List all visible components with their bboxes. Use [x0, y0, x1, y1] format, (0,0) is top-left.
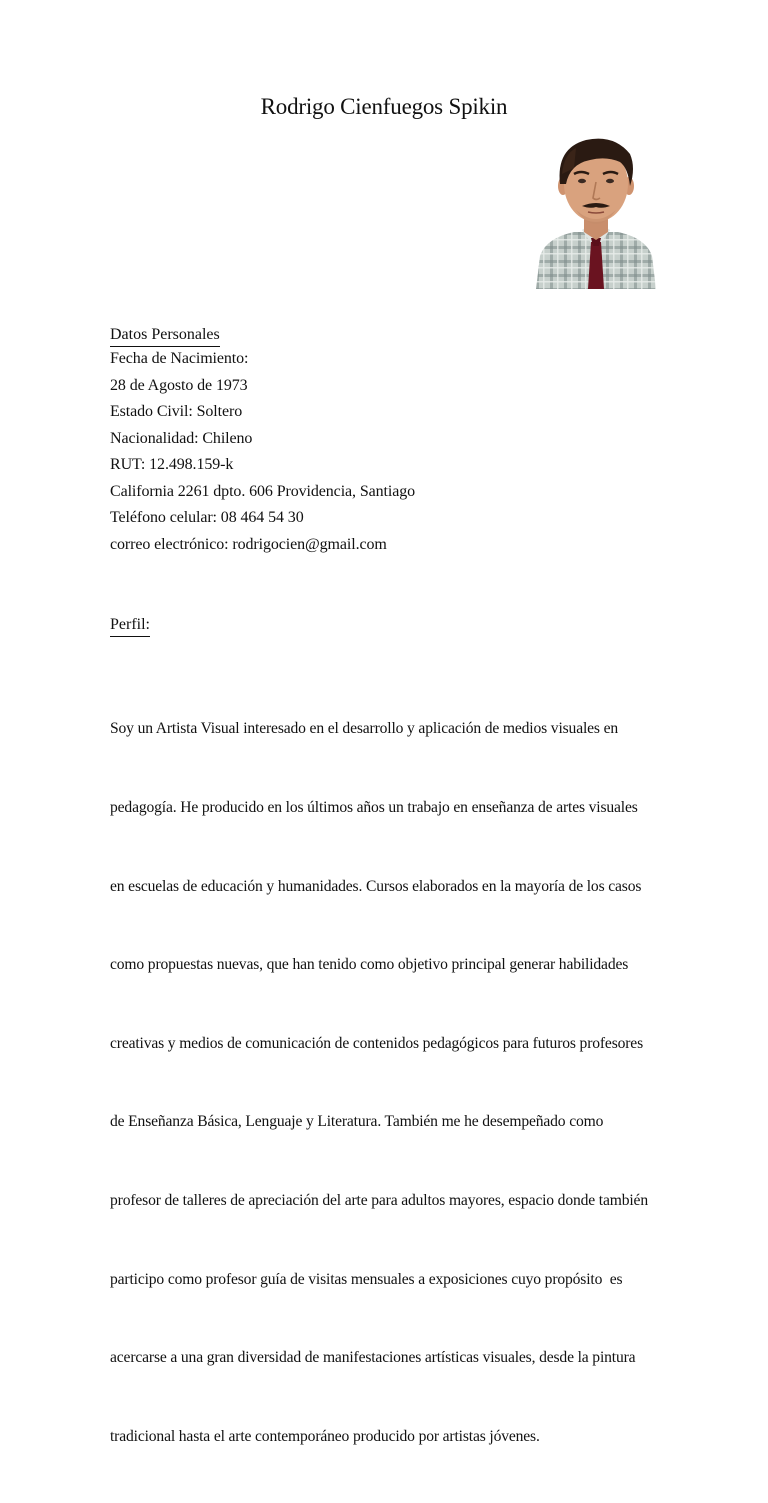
profile-line: creativas y medios de comunicación de contenidos pedagógicos para futuros profesores	[110, 1034, 643, 1052]
profile-line: acercarse a una gran diversidad de manifestaciones artísticas visuales, desde la pintura	[110, 1349, 636, 1367]
rut: RUT: 12.498.159-k	[110, 456, 234, 473]
personal-data-list	[110, 346, 415, 558]
mobile-phone: Teléfono celular: 08 464 54 30	[110, 509, 304, 526]
profile-line: participo como profesor guía de visitas mensuales a exposiciones cuyo propósito es	[110, 1270, 623, 1288]
profile-line: tradicional hasta el arte contemporáneo producido por artistas jóvenes.	[110, 1427, 540, 1445]
profile-line: en escuelas de educación y humanidades. Cursos elaborados en la mayoría de los casos	[110, 877, 642, 895]
address: California 2261 dpto. 606 Providencia, Santiago	[110, 482, 416, 500]
email: correo electrónico: rodrigocien@gmail.com	[110, 535, 387, 553]
birth-date-label: Fecha de Nacimiento:	[110, 350, 249, 367]
profile-line: Soy un Artista Visual interesado en el desarrollo y aplicación de medios visuales en	[110, 720, 619, 738]
profile-line: como propuestas nuevas, que han tenido como objetivo principal generar habilidades	[110, 956, 629, 974]
person-portrait-icon	[536, 134, 656, 289]
profile-line: de Enseñanza Básica, Lenguaje y Literatura. También me he desempeñado como	[110, 1113, 604, 1131]
profile-heading: Perfil:	[110, 615, 150, 637]
profile-paragraph	[110, 664, 648, 1503]
birth-date-value: 28 de Agosto de 1973	[110, 376, 248, 394]
personal-data-heading: Datos Personales	[110, 325, 220, 347]
profile-line: profesor de talleres de apreciación del arte para adultos mayores, espacio donde también	[110, 1192, 648, 1210]
marital-status: Estado Civil: Soltero	[110, 403, 243, 420]
profile-line: pedagogía. He producido en los últimos años un trabajo en enseñanza de artes visuales	[110, 799, 638, 817]
page-title: Rodrigo Cienfuegos Spikin	[260, 94, 508, 119]
nationality: Nacionalidad: Chileno	[110, 429, 253, 447]
